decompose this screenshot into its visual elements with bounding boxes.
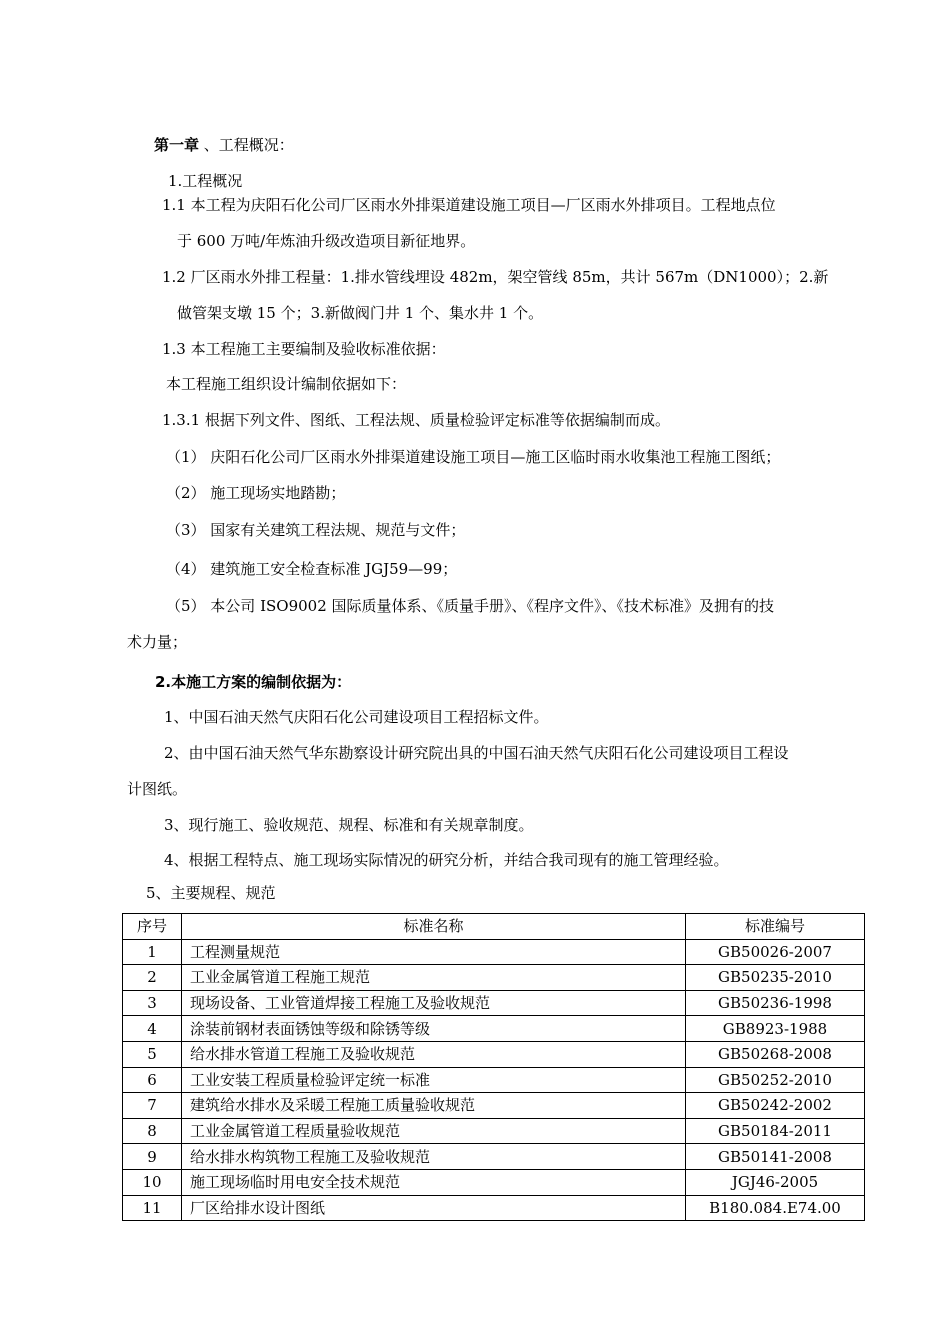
list-item-5-line2: 术力量； <box>127 633 188 651</box>
row-number: 8 <box>123 1118 182 1144</box>
row-number: 5 <box>123 1041 182 1067</box>
standards-table <box>122 913 865 1221</box>
paragraph-1-3: 1.3 本工程施工主要编制及验收标准依据： <box>162 340 446 358</box>
paragraph-basis: 本工程施工组织设计编制依据如下： <box>166 375 407 393</box>
paragraph-1-1-line1: 1.1 本工程为庆阳石化公司厂区雨水外排渠道建设施工项目—厂区雨水外排项目。工程地点位 <box>162 196 776 214</box>
table-row <box>123 1041 865 1067</box>
paragraph-1-2-line1: 1.2 厂区雨水外排工程量：1.排水管线埋设 482m，架空管线 85m，共计 567m（DN1000）；2.新 <box>162 268 829 286</box>
table-header-row <box>123 914 865 940</box>
row-number: 11 <box>123 1195 182 1221</box>
row-standard-code: GB50268-2008 <box>686 1041 865 1067</box>
paragraph-1-2-line2: 做管架支墩 15 个；3.新做阀门井 1 个、集水井 1 个。 <box>177 304 544 322</box>
basis-item-2-line2: 计图纸。 <box>127 780 188 798</box>
row-standard-name: 施工现场临时用电安全技术规范 <box>182 1169 686 1195</box>
row-standard-name: 给水排水管道工程施工及验收规范 <box>182 1041 686 1067</box>
header-standard-name: 标准名称 <box>182 914 686 940</box>
chapter-heading <box>154 135 294 155</box>
list-item-5-line1: （5） 本公司 ISO9002 国际质量体系、《质量手册》、《程序文件》、《技术标准》及拥有的技 <box>166 597 775 615</box>
list-item-1: （1） 庆阳石化公司厂区雨水外排渠道建设施工项目—施工区临时雨水收集池工程施工图纸； <box>166 448 781 466</box>
section2-heading: 2.本施工方案的编制依据为： <box>155 673 352 691</box>
paragraph-1-3-1: 1.3.1 根据下列文件、图纸、工程法规、质量检验评定标准等依据编制而成。 <box>162 411 670 429</box>
basis-item-1: 1、中国石油天然气庆阳石化公司建设项目工程招标文件。 <box>164 708 549 726</box>
row-standard-name: 工业金属管道工程施工规范 <box>182 965 686 991</box>
row-standard-code: GB50242-2002 <box>686 1093 865 1119</box>
row-number: 4 <box>123 1016 182 1042</box>
row-number: 10 <box>123 1169 182 1195</box>
basis-item-2-line1: 2、由中国石油天然气华东勘察设计研究院出具的中国石油天然气庆阳石化公司建设项目工程设 <box>164 744 789 762</box>
row-standard-code: GB50236-1998 <box>686 990 865 1016</box>
row-standard-code: GB8923-1988 <box>686 1016 865 1042</box>
basis-item-3: 3、现行施工、验收规范、规程、标准和有关规章制度。 <box>164 816 534 834</box>
list-item-4: （4） 建筑施工安全检查标准 JGJ59—99； <box>166 560 458 578</box>
header-standard-code: 标准编号 <box>686 914 865 940</box>
row-number: 3 <box>123 990 182 1016</box>
table-row <box>123 1093 865 1119</box>
table-row <box>123 1118 865 1144</box>
row-standard-name: 厂区给排水设计图纸 <box>182 1195 686 1221</box>
table-row <box>123 1195 865 1221</box>
section1-heading: 1.工程概况 <box>168 172 243 190</box>
row-standard-code: B180.084.E74.00 <box>686 1195 865 1221</box>
chapter-title-suffix: 、工程概况： <box>199 136 294 154</box>
row-standard-code: GB50141-2008 <box>686 1144 865 1170</box>
row-number: 7 <box>123 1093 182 1119</box>
table-row <box>123 1169 865 1195</box>
row-standard-code: GB50252-2010 <box>686 1067 865 1093</box>
paragraph-1-1-line2: 于 600 万吨/年炼油升级改造项目新征地界。 <box>177 232 476 250</box>
chapter-title: 第一章 <box>154 136 200 154</box>
row-standard-name: 建筑给水排水及采暖工程施工质量验收规范 <box>182 1093 686 1119</box>
table-row <box>123 939 865 965</box>
table-row <box>123 965 865 991</box>
row-standard-name: 工业金属管道工程质量验收规范 <box>182 1118 686 1144</box>
row-standard-name: 工业安装工程质量检验评定统一标准 <box>182 1067 686 1093</box>
row-number: 9 <box>123 1144 182 1170</box>
table-row <box>123 1016 865 1042</box>
row-standard-name: 现场设备、工业管道焊接工程施工及验收规范 <box>182 990 686 1016</box>
list-item-2: （2） 施工现场实地踏勘； <box>166 484 346 502</box>
header-number: 序号 <box>123 914 182 940</box>
row-standard-name: 工程测量规范 <box>182 939 686 965</box>
table-row <box>123 1144 865 1170</box>
basis-item-5: 5、主要规程、规范 <box>146 884 276 902</box>
row-standard-code: GB50026-2007 <box>686 939 865 965</box>
basis-item-4: 4、根据工程特点、施工现场实际情况的研究分析，并结合我司现有的施工管理经验。 <box>164 851 729 869</box>
row-number: 2 <box>123 965 182 991</box>
row-number: 6 <box>123 1067 182 1093</box>
row-standard-name: 给水排水构筑物工程施工及验收规范 <box>182 1144 686 1170</box>
row-standard-name: 涂装前钢材表面锈蚀等级和除锈等级 <box>182 1016 686 1042</box>
row-standard-code: JGJ46-2005 <box>686 1169 865 1195</box>
row-standard-code: GB50184-2011 <box>686 1118 865 1144</box>
row-number: 1 <box>123 939 182 965</box>
table-row <box>123 990 865 1016</box>
row-standard-code: GB50235-2010 <box>686 965 865 991</box>
table-row <box>123 1067 865 1093</box>
list-item-3: （3） 国家有关建筑工程法规、规范与文件； <box>166 521 466 539</box>
